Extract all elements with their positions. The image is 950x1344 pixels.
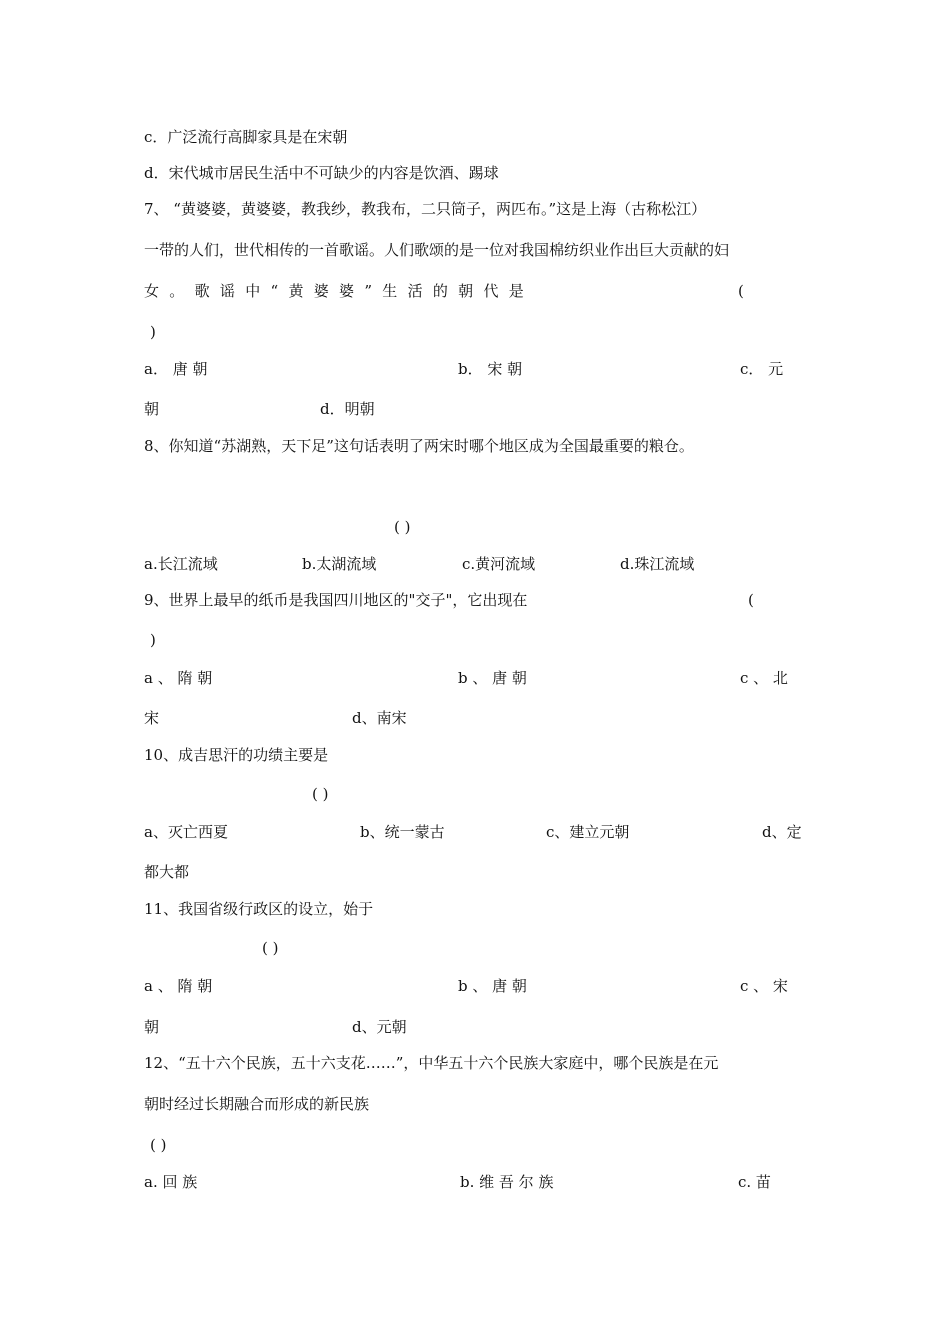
q9-option-a: a 、 隋 朝	[144, 669, 213, 687]
q7-char: 谣	[219, 282, 235, 300]
q12-option-c: c. 苗	[738, 1173, 771, 1191]
q10-stem: 10、成吉思汗的功绩主要是	[144, 746, 329, 764]
q6-option-c: c．广泛流行高脚家具是在宋朝	[144, 128, 348, 146]
q7-stem-line3	[144, 281, 524, 301]
q7-char: “	[270, 282, 279, 300]
q9-option-c: c 、 北	[740, 669, 788, 687]
q7-char: 活	[407, 282, 423, 300]
q12-answer-paren: ( )	[150, 1136, 167, 1154]
q9-answer-paren-close: )	[150, 631, 156, 649]
q11-answer-paren: ( )	[262, 939, 279, 957]
q7-option-c-cont: 朝	[144, 400, 160, 418]
q7-answer-paren-close: )	[150, 323, 156, 341]
q11-option-c-cont: 朝	[144, 1018, 160, 1036]
q7-option-c: c． 元	[740, 360, 784, 378]
q11-option-a: a 、 隋 朝	[144, 977, 213, 995]
q7-answer-paren-open: (	[738, 282, 744, 300]
q9-option-d: d、南宋	[352, 709, 407, 727]
q7-char: 是	[508, 282, 524, 300]
q9-option-b: b 、 唐 朝	[458, 669, 527, 687]
q7-stem-line1: 7、 “黄婆婆，黄婆婆，教我纱，教我布，二只筒子，两匹布。”这是上海（古称松江）	[144, 200, 707, 218]
q10-option-c: c、建立元朝	[546, 823, 630, 841]
q7-char: 。	[169, 282, 185, 300]
q7-char: ”	[364, 282, 372, 300]
q12-stem-line1: 12、“五十六个民族，五十六支花……”，中华五十六个民族大家庭中，哪个民族是在元	[144, 1054, 719, 1072]
q10-option-d-cont: 都大都	[144, 863, 190, 881]
q11-option-b: b 、 唐 朝	[458, 977, 527, 995]
q12-option-a: a. 回 族	[144, 1173, 198, 1191]
q10-option-a: a、灭亡西夏	[144, 823, 228, 841]
q12-option-b: b. 维 吾 尔 族	[460, 1173, 554, 1191]
q7-char: 中	[245, 282, 261, 300]
q9-stem: 9、世界上最早的纸币是我国四川地区的"交子"，它出现在	[144, 591, 528, 609]
q7-option-b: b． 宋 朝	[458, 360, 523, 378]
q10-option-d: d、定	[762, 823, 802, 841]
q8-option-d: d.珠江流域	[620, 555, 695, 573]
q7-char: 歌	[194, 282, 210, 300]
q8-answer-paren: ( )	[394, 518, 411, 536]
q12-stem-line2: 朝时经过长期融合而形成的新民族	[144, 1095, 370, 1113]
q8-option-b: b.太湖流域	[302, 555, 377, 573]
q11-option-d: d、元朝	[352, 1018, 407, 1036]
q8-option-a: a.长江流域	[144, 555, 218, 573]
q7-char: 的	[432, 282, 448, 300]
q9-answer-paren-open: (	[748, 591, 754, 609]
q10-answer-paren: ( )	[312, 785, 329, 803]
q7-option-d: d．明朝	[320, 400, 375, 418]
q7-char: 朝	[458, 282, 474, 300]
q7-char: 婆	[313, 282, 329, 300]
q6-option-d: d．宋代城市居民生活中不可缺少的内容是饮酒、踢球	[144, 164, 499, 182]
q7-stem-line2: 一带的人们，世代相传的一首歌谣。人们歌颂的是一位对我国棉纺织业作出巨大贡献的妇	[144, 241, 730, 259]
q7-char: 生	[382, 282, 398, 300]
q7-char: 婆	[339, 282, 355, 300]
q8-stem: 8、你知道“苏湖熟，天下足”这句话表明了两宋时哪个地区成为全国最重要的粮仓。	[144, 437, 694, 455]
q7-option-a: a． 唐 朝	[144, 360, 208, 378]
q11-option-c: c 、 宋	[740, 977, 788, 995]
q8-option-c: c.黄河流域	[462, 555, 536, 573]
q7-char: 代	[483, 282, 499, 300]
q9-option-c-cont: 宋	[144, 709, 160, 727]
q11-stem: 11、我国省级行政区的设立，始于	[144, 900, 374, 918]
q10-option-b: b、统一蒙古	[360, 823, 445, 841]
q7-char: 女	[144, 282, 160, 300]
q7-char: 黄	[288, 282, 304, 300]
